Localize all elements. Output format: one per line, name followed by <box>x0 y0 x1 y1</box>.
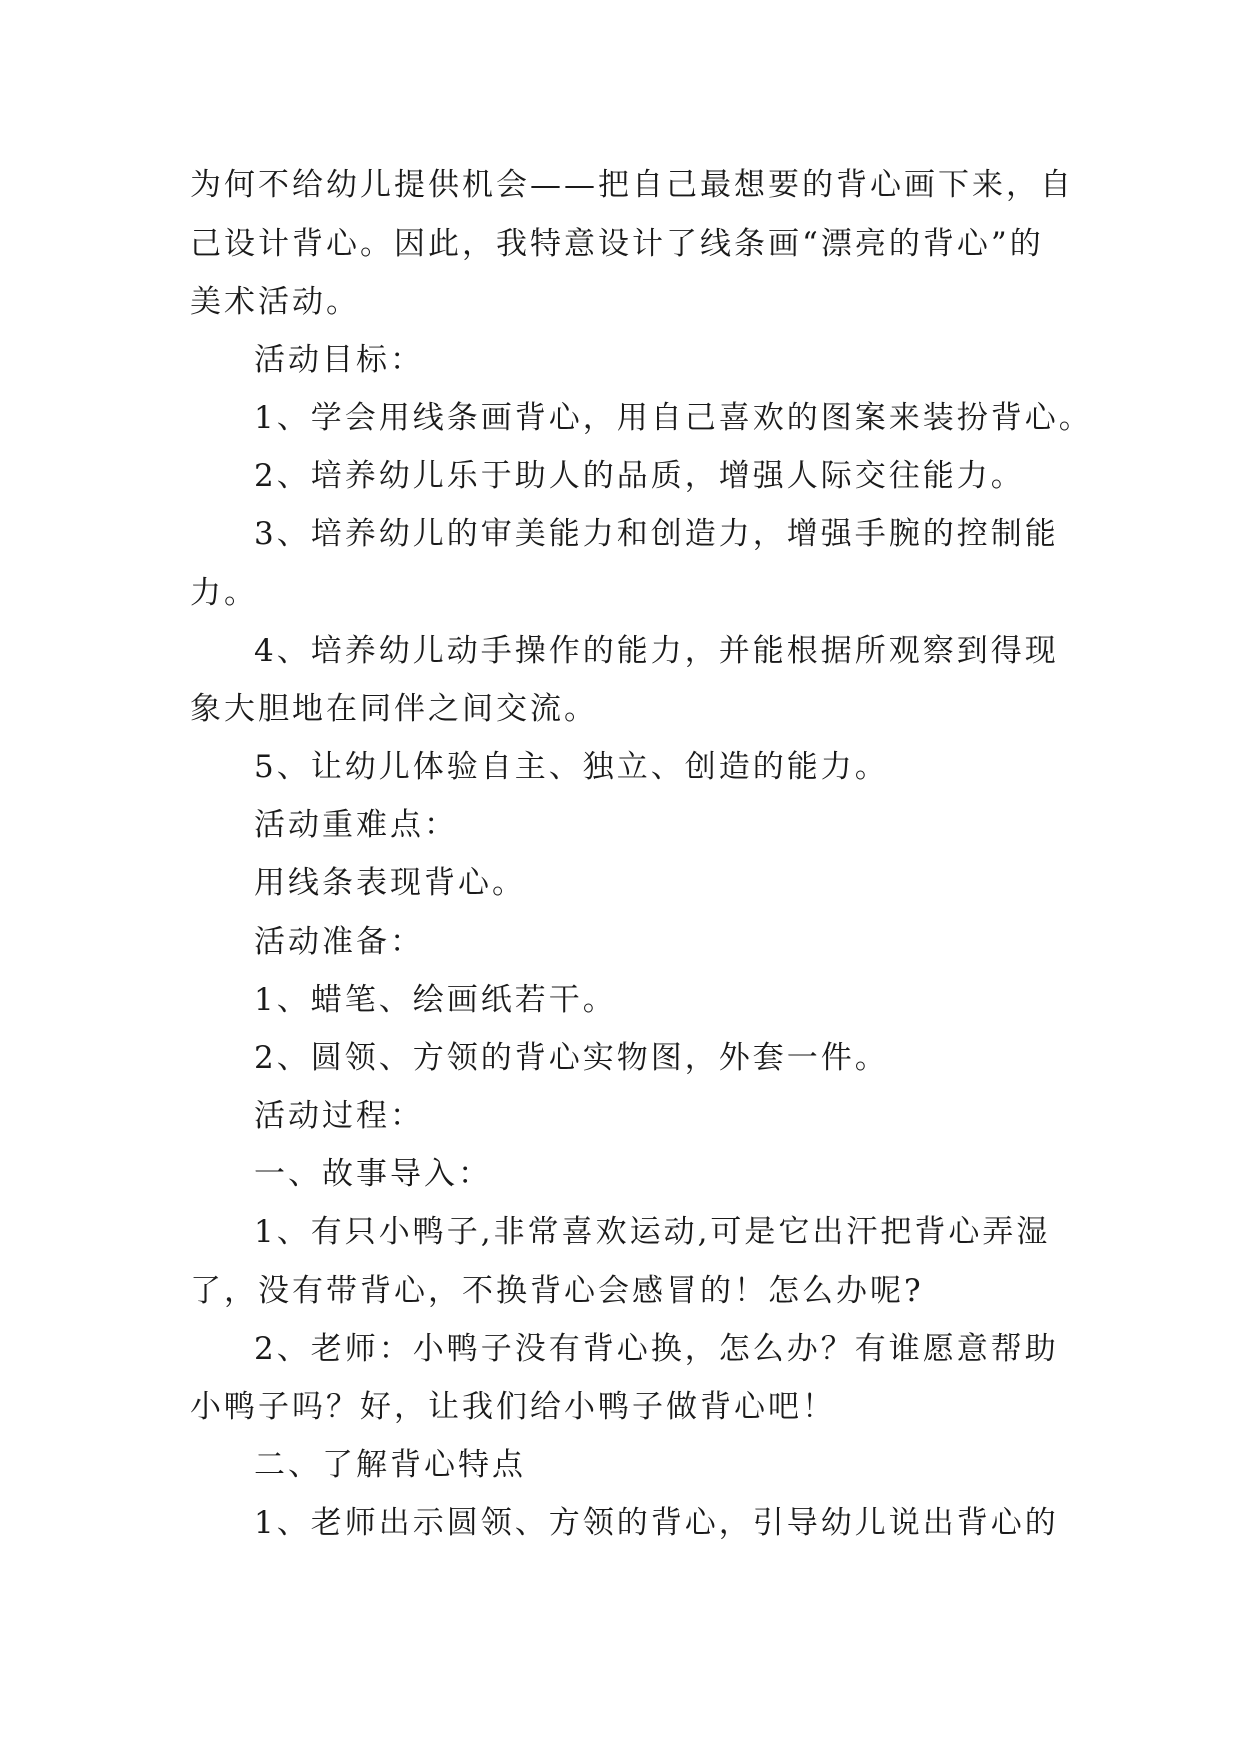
list-item: 1、蜡笔、绘画纸若干。 <box>254 982 617 1018</box>
list-item: 5、让幼儿体验自主、独立、创造的能力。 <box>254 749 889 785</box>
text-line: 美术活动。 <box>190 284 360 320</box>
section-heading: 活动准备： <box>254 924 424 960</box>
list-item: 2、老师：小鸭子没有背心换，怎么办？有谁愿意帮助 <box>254 1331 1059 1367</box>
subsection-heading: 一、故事导入： <box>254 1156 492 1192</box>
section-heading: 活动重难点： <box>254 807 458 843</box>
subsection-heading: 二、了解背心特点 <box>254 1447 526 1483</box>
list-item: 3、培养幼儿的审美能力和创造力，增强手腕的控制能 <box>254 516 1059 552</box>
list-item: 1、学会用线条画背心，用自己喜欢的图案来装扮背心。 <box>254 400 1093 436</box>
text-line: 用线条表现背心。 <box>254 865 526 901</box>
text-line: 为何不给幼儿提供机会——把自己最想要的背心画下来，自 <box>190 167 1074 203</box>
list-item: 4、培养幼儿动手操作的能力，并能根据所观察到得现 <box>254 633 1059 669</box>
text-line: 己设计背心。因此，我特意设计了线条画“漂亮的背心”的 <box>190 226 1044 262</box>
text-line: 了，没有带背心，不换背心会感冒的！怎么办呢? <box>190 1273 924 1309</box>
section-heading: 活动目标： <box>254 342 424 378</box>
list-item: 2、培养幼儿乐于助人的品质，增强人际交往能力。 <box>254 458 1025 494</box>
list-item: 2、圆领、方领的背心实物图，外套一件。 <box>254 1040 889 1076</box>
text-line: 小鸭子吗？好，让我们给小鸭子做背心吧！ <box>190 1389 836 1425</box>
text-line: 力。 <box>190 575 258 611</box>
list-item: 1、老师出示圆领、方领的背心，引导幼儿说出背心的 <box>254 1505 1059 1541</box>
section-heading: 活动过程： <box>254 1098 424 1134</box>
list-item: 1、有只小鸭子,非常喜欢运动,可是它出汗把背心弄湿 <box>254 1214 1051 1250</box>
text-line: 象大胆地在同伴之间交流。 <box>190 691 598 727</box>
